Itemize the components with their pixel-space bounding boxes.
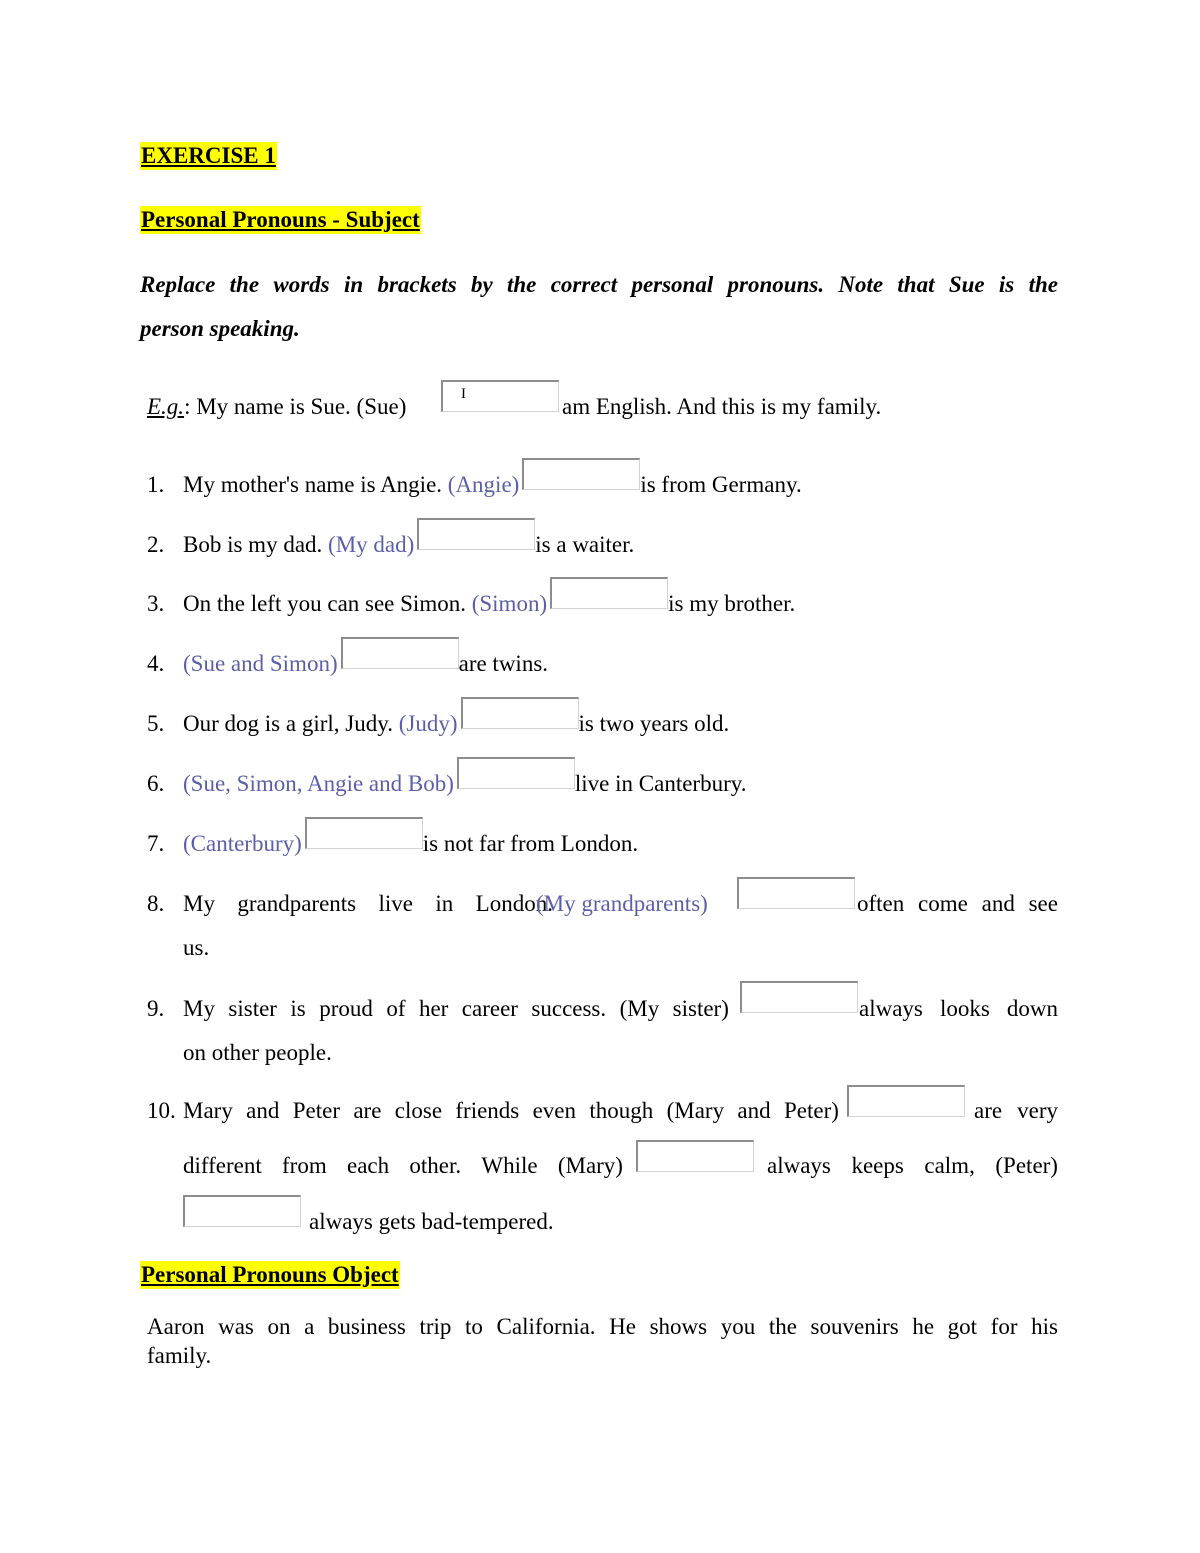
item-number: 10. <box>147 1098 176 1123</box>
word: in <box>435 891 454 916</box>
word: Mary <box>183 1098 233 1123</box>
paragraph-line-1 <box>147 1313 1058 1341</box>
item-number: 2. <box>147 532 165 557</box>
item-number: 9. <box>147 996 165 1021</box>
word: proud <box>319 996 373 1021</box>
word: Sue <box>948 272 985 297</box>
item-2-text <box>183 531 634 563</box>
word: you <box>720 1314 756 1339</box>
item-8-continued: us. <box>183 935 210 960</box>
word: friends <box>455 1098 520 1123</box>
item-10-line-3: always gets bad-tempered. <box>309 1209 554 1234</box>
word: his <box>1031 1314 1058 1339</box>
word: often <box>857 891 905 916</box>
word: got <box>947 1314 978 1339</box>
item-after: is not far from London. <box>422 831 639 856</box>
item-8-after <box>857 890 1058 918</box>
answer-field[interactable] <box>341 637 459 669</box>
word: calm, <box>924 1153 975 1178</box>
word: he <box>912 1314 935 1339</box>
item-9-text <box>183 995 729 1023</box>
word: trip <box>419 1314 452 1339</box>
word: My <box>183 891 215 916</box>
word: Note <box>838 272 884 297</box>
item-after: is a waiter. <box>535 532 635 557</box>
word: brackets <box>377 272 457 297</box>
item-10-line-2-after <box>767 1152 1058 1180</box>
word: very <box>1017 1098 1058 1123</box>
item-7-text <box>183 830 638 862</box>
word: business <box>327 1314 406 1339</box>
item-text: Our dog is a girl, Judy. <box>183 711 399 736</box>
word: success. <box>531 996 607 1021</box>
word: (Peter) <box>995 1153 1058 1178</box>
bracket-hint: (Angie) <box>447 472 520 497</box>
word: come <box>918 891 968 916</box>
paragraph-line-2: family. <box>147 1343 212 1368</box>
item-text: Bob is my dad. <box>183 532 329 557</box>
answer-field[interactable] <box>305 817 423 849</box>
answer-field[interactable] <box>417 518 535 550</box>
word: by <box>470 272 493 297</box>
bracket-hint: (Canterbury) <box>183 831 302 856</box>
word: London. <box>475 891 553 916</box>
word: words <box>273 272 330 297</box>
item-10-line-1 <box>183 1097 839 1125</box>
word: Peter <box>292 1098 340 1123</box>
item-after: is from Germany. <box>640 472 802 497</box>
word: the <box>1028 272 1058 297</box>
word: grandparents <box>237 891 357 916</box>
item-4-text <box>183 650 548 682</box>
item-number: 6. <box>147 771 165 796</box>
item-10-line-1-after <box>974 1097 1058 1125</box>
word: a <box>304 1314 315 1339</box>
section-title-object: Personal Pronouns Object <box>141 1262 399 1287</box>
item-6-text <box>183 770 747 802</box>
word: keeps <box>851 1153 904 1178</box>
answer-field[interactable] <box>522 458 640 490</box>
word: close <box>394 1098 443 1123</box>
section-title-subject: Personal Pronouns - Subject <box>141 207 420 232</box>
item-10-line-2 <box>183 1152 623 1180</box>
word: from <box>282 1153 327 1178</box>
bracket-hint: (Judy) <box>398 711 458 736</box>
word: are <box>974 1098 1003 1123</box>
item-3-text <box>183 590 795 622</box>
item-8-text <box>183 890 553 918</box>
word: Peter) <box>783 1098 839 1123</box>
word: (My <box>619 996 660 1021</box>
word: While <box>481 1153 538 1178</box>
word: even <box>532 1098 577 1123</box>
word: to <box>465 1314 483 1339</box>
item-9-answer-field[interactable] <box>740 981 858 1013</box>
answer-field[interactable] <box>550 577 668 609</box>
item-10-answer-field-1[interactable] <box>847 1085 965 1117</box>
word: correct <box>550 272 618 297</box>
word: and <box>246 1098 280 1123</box>
example-after: am English. And this is my family. <box>562 394 882 419</box>
word: Aaron <box>147 1314 205 1339</box>
word: the <box>768 1314 797 1339</box>
word: and <box>981 891 1015 916</box>
item-after: is two years old. <box>578 711 730 736</box>
answer-field[interactable] <box>457 757 575 789</box>
word: other. <box>409 1153 462 1178</box>
word: is <box>998 272 1015 297</box>
word: Replace <box>140 272 216 297</box>
example-answer-field[interactable] <box>441 380 559 412</box>
example-text: My name is Sue. (Sue) <box>190 394 407 419</box>
word: pronouns. <box>727 272 825 297</box>
item-5-text <box>183 710 729 742</box>
word: the <box>507 272 537 297</box>
item-after: are twins. <box>458 651 549 676</box>
instruction-line-2: person speaking. <box>140 316 300 341</box>
bracket-hint: (Sue and Simon) <box>183 651 338 676</box>
exercise-title: EXERCISE 1 <box>141 143 276 168</box>
word: career <box>461 996 518 1021</box>
bracket-hint: (Sue, Simon, Angie and Bob) <box>183 771 454 796</box>
item-number: 3. <box>147 591 165 616</box>
item-after: live in Canterbury. <box>574 771 747 796</box>
word: shows <box>649 1314 708 1339</box>
item-text: On the left you can see Simon. <box>183 591 472 616</box>
word: see <box>1028 891 1058 916</box>
item-10-answer-field-2[interactable] <box>636 1140 754 1172</box>
item-8-answer-field[interactable] <box>737 877 855 909</box>
word: down <box>1006 996 1058 1021</box>
item-9-after <box>859 995 1058 1023</box>
word: each <box>346 1153 390 1178</box>
item-10-answer-field-3[interactable] <box>183 1195 301 1227</box>
example-label: E.g. <box>147 394 185 419</box>
word: for <box>990 1314 1018 1339</box>
word: and <box>737 1098 771 1123</box>
word: (Mary) <box>557 1153 623 1178</box>
word: on <box>267 1314 291 1339</box>
word: looks <box>939 996 990 1021</box>
item-1-text <box>183 471 802 503</box>
item-number: 7. <box>147 831 165 856</box>
word: in <box>343 272 364 297</box>
item-number: 8. <box>147 891 165 916</box>
item-number: 4. <box>147 651 165 676</box>
word: My <box>183 996 215 1021</box>
word: California. <box>496 1314 596 1339</box>
word: the <box>229 272 260 297</box>
example-answer-value: I <box>461 386 466 402</box>
word: personal <box>631 272 714 297</box>
word: of <box>386 996 406 1021</box>
word: though <box>589 1098 654 1123</box>
word: always <box>767 1153 831 1178</box>
word: sister) <box>672 996 729 1021</box>
word: different <box>183 1153 262 1178</box>
word: is <box>290 996 306 1021</box>
item-after: is my brother. <box>668 591 796 616</box>
bracket-hint: (My dad) <box>328 532 415 557</box>
word: always <box>859 996 923 1021</box>
word: sister <box>228 996 277 1021</box>
word: He <box>609 1314 636 1339</box>
bracket-hint: (Simon) <box>471 591 548 616</box>
word: live <box>378 891 413 916</box>
example-lead: E.g.: My name is Sue. (Sue) <box>147 394 407 419</box>
word: was <box>218 1314 254 1339</box>
item-number: 5. <box>147 711 165 736</box>
item-text: My mother's name is Angie. <box>183 472 448 497</box>
item-9-continued: on other people. <box>183 1040 332 1065</box>
word: (Mary <box>666 1098 725 1123</box>
word: that <box>897 272 935 297</box>
word: souvenirs <box>810 1314 899 1339</box>
item-8-bracket: (My grandparents) <box>536 891 708 916</box>
word: are <box>353 1098 382 1123</box>
item-number: 1. <box>147 472 165 497</box>
word: her <box>418 996 449 1021</box>
instruction-line-1 <box>140 272 1058 298</box>
answer-field[interactable] <box>461 697 579 729</box>
